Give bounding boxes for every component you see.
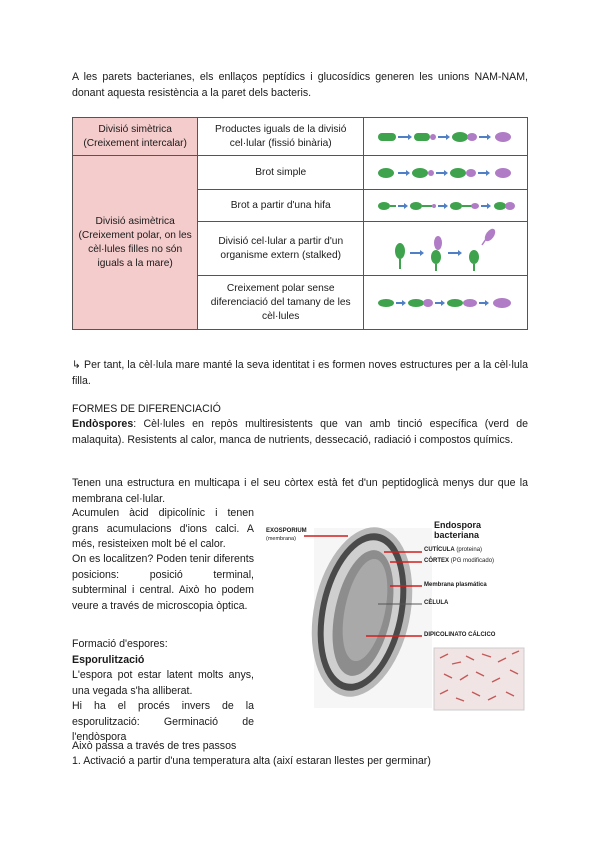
label-cortex: CÒRTEX (PG modificado) xyxy=(424,558,495,564)
budding-diagram xyxy=(364,156,528,190)
stalked-icon xyxy=(386,225,506,273)
endospores-paragraph xyxy=(72,417,528,448)
endospores-text: : Cèl·lules en repòs multiresistents que van amb tinció específica (verd de malaquita). Resistents al calor, manca de nutrients, dessecació, radiació i compostos químics. xyxy=(72,418,528,446)
endospores-term: Endòspores xyxy=(72,418,134,430)
simple-bud-icon xyxy=(376,163,516,183)
endospore-figure xyxy=(262,512,528,712)
row-desc-1: Productes iguals de la divisió cel·lular (fissió binària) xyxy=(198,118,364,156)
formacio-label: Formació d'espores: xyxy=(72,638,168,650)
label-cuticula: CUTÍCULA (proteina) xyxy=(424,547,483,553)
stalked-diagram xyxy=(364,222,528,276)
row-desc-4: Divisió cel·lular a partir d'un organisme extern (stalked) xyxy=(198,222,364,276)
intro-paragraph: A les parets bacterianes, els enllaços peptídics i glucosídics generen les unions NAM-NAM, donant aquesta resistència a la paret dels bacteris. xyxy=(72,71,528,99)
step-1: 1. Activació a partir d'una temperatura alta (així estaran llestes per germinar) xyxy=(72,755,431,767)
asymmetric-division-cell: Divisió asimètrica (Creixement polar, on les cèl·lules filles no són iguals a la mare) xyxy=(73,156,198,330)
row-desc-5: Creixement polar sense diferenciació del tamany de les cèl·lules xyxy=(198,276,364,330)
label-celula: CÈLULA xyxy=(424,600,449,606)
division-table xyxy=(72,117,528,330)
acumulen-paragraph: Acumulen àcid dipicolínic i tenen grans acumulacions d'ions calci. A més, resisteixen molt bé el calor. xyxy=(72,507,254,550)
label-dipicolinato: DIPICOLINATO CÁLCICO xyxy=(424,632,496,638)
arrow-note: ↳ Per tant, la cèl·lula mare manté la seva identitat i es formen noves estructures per a la cèl·lula filla. xyxy=(72,359,528,387)
binary-division-cell: Divisió simètrica (Creixement intercalar) xyxy=(73,118,198,156)
esporulitzacio-heading: Esporulització xyxy=(72,654,145,666)
section-title: FORMES DE DIFERENCIACIÓ xyxy=(72,403,221,415)
germinacio-paragraph: Hi ha el procés invers de la esporulització: Germinació de l'endòspora xyxy=(72,700,254,743)
label-membrana: Membrana plasmática xyxy=(424,582,487,588)
localitzen-paragraph: On es localitzen? Poden tenir diferents posicions: posició terminal, subterminal i central. Això ho podem veure a través de microscopia òptica. xyxy=(72,553,254,612)
latent-paragraph: L'espora pot estar latent molts anys, una vegada s'ha alliberat. xyxy=(72,669,254,697)
binary-fission-icon xyxy=(376,127,516,147)
label-exosporium: EXOSPORIUM xyxy=(266,528,307,534)
row-desc-3: Brot a partir d'una hifa xyxy=(198,190,364,222)
multicapa-paragraph: Tenen una estructura en multicapa i el seu còrtex està fet d'un peptidoglicà menys dur que la membrana cel·lular. xyxy=(72,477,528,505)
label-exosporium-sub: (membrana) xyxy=(266,536,296,542)
fission-diagram xyxy=(364,118,528,156)
hypha-bud-diagram xyxy=(364,190,528,222)
endospore-micrograph xyxy=(262,512,528,712)
passos-line: Això passa a través de tres passos xyxy=(72,740,237,752)
hypha-bud-icon xyxy=(376,196,516,216)
row-desc-2: Brot simple xyxy=(198,156,364,190)
polar-growth-icon xyxy=(376,293,516,313)
figure-title: Endospora bacteriana xyxy=(434,520,482,540)
polar-growth-diagram xyxy=(364,276,528,330)
